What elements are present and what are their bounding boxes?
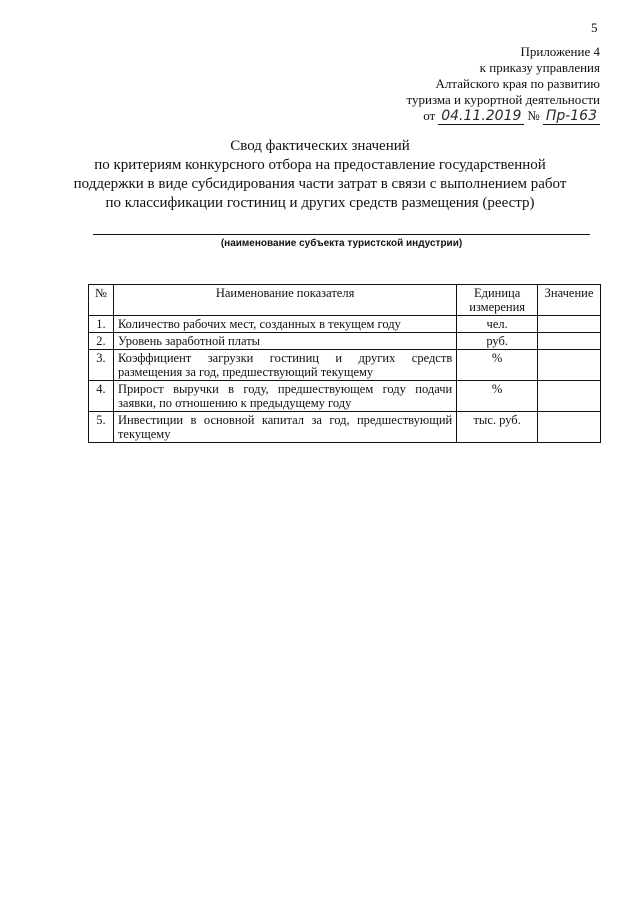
row-value <box>538 350 601 381</box>
order-date: 04.11.2019 <box>438 109 524 125</box>
row-num: 5. <box>89 412 114 443</box>
header-name: Наименование показателя <box>113 285 456 316</box>
title-line-2: по критериям конкурсного отбора на предоставление государственной <box>94 157 546 173</box>
table-row <box>89 350 601 381</box>
order-date-number <box>406 108 600 125</box>
table-row <box>89 316 601 333</box>
annex-line-4: туризма и курортной деятельности <box>406 92 600 107</box>
document-title <box>70 137 570 213</box>
title-line-4: по классификации гостиниц и других средств размещения (реестр) <box>105 195 535 211</box>
row-num: 3. <box>89 350 114 381</box>
page-number: 5 <box>591 20 598 35</box>
subject-name-line <box>93 234 590 235</box>
title-line-1: Свод фактических значений <box>230 138 410 154</box>
row-value <box>538 316 601 333</box>
annex-line-1: Приложение 4 <box>520 44 600 59</box>
annex-line-2: к приказу управления <box>479 60 600 75</box>
row-value <box>538 412 601 443</box>
row-name: Коэффициент загрузки гостиниц и других средств размещения за год, предшествующий текущему <box>113 350 456 381</box>
row-num: 4. <box>89 381 114 412</box>
title-line-3: поддержки в виде субсидирования части затрат в связи с выполнением работ <box>73 176 567 192</box>
table-row <box>89 381 601 412</box>
row-value <box>538 381 601 412</box>
row-num: 1. <box>89 316 114 333</box>
table-row <box>89 412 601 443</box>
row-unit: чел. <box>457 316 538 333</box>
row-name: Прирост выручки в году, предшествующем году подачи заявки, по отношению к предыдущему году <box>113 381 456 412</box>
row-unit: % <box>457 350 538 381</box>
row-name: Количество рабочих мест, созданных в текущем году <box>113 316 456 333</box>
row-name: Уровень заработной платы <box>113 333 456 350</box>
row-value <box>538 333 601 350</box>
order-number: Пр-163 <box>543 109 600 125</box>
annex-block <box>406 44 600 125</box>
row-num: 2. <box>89 333 114 350</box>
header-num: № <box>89 285 114 316</box>
date-prefix: от <box>423 108 436 123</box>
header-value: Значение <box>538 285 601 316</box>
annex-line-3: Алтайского края по развитию <box>435 76 600 91</box>
row-unit: тыс. руб. <box>457 412 538 443</box>
indicators-table <box>88 284 601 443</box>
row-unit: % <box>457 381 538 412</box>
row-name: Инвестиции в основной капитал за год, предшествующий текущему <box>113 412 456 443</box>
header-unit: Единица измерения <box>457 285 538 316</box>
subject-caption: (наименование субъекта туристской индустрии) <box>220 238 463 249</box>
table-row <box>89 333 601 350</box>
row-unit: руб. <box>457 333 538 350</box>
table-header-row <box>89 285 601 316</box>
number-prefix: № <box>527 108 540 123</box>
